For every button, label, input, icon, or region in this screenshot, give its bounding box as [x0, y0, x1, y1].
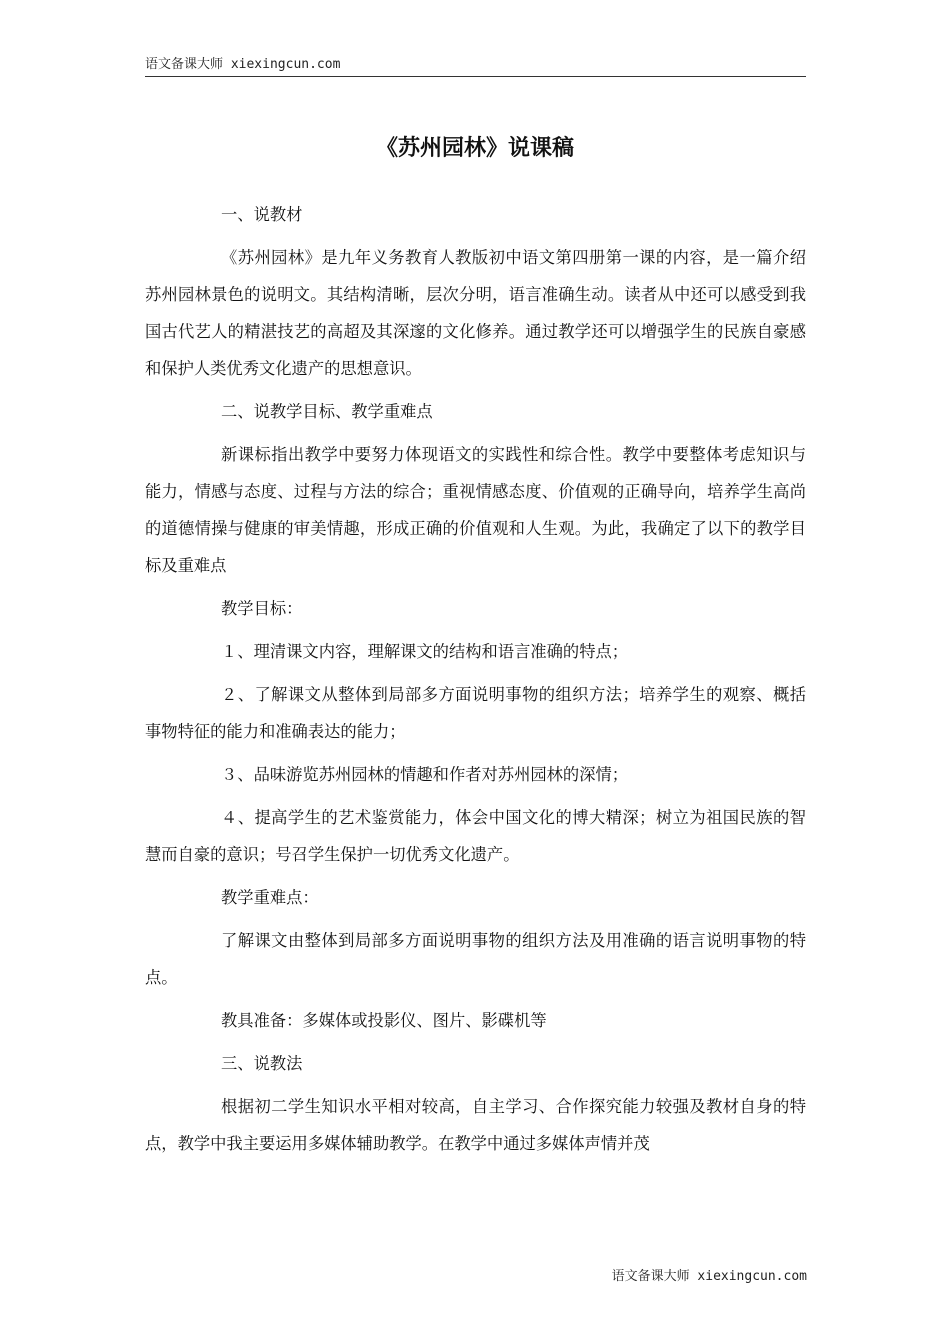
paragraph-textbook: 《苏州园林》是九年义务教育人教版初中语文第四册第一课的内容，是一篇介绍苏州园林景色的说明文。其结构清晰，层次分明，语言准确生动。读者从中还可以感受到我国古代艺人的精湛技艺的高超及其深邃的文化修养。通过教学还可以增强学生的民族自豪感和保护人类优秀文化遗产的思想意识。 [145, 248, 806, 378]
paragraph-key-difficulties: 了解课文由整体到局部多方面说明事物的组织方法及用准确的语言说明事物的特点。 [145, 931, 806, 987]
section-heading-objectives: 二、说教学目标、教学重难点 [221, 402, 433, 421]
page-header: 语文备课大师 xiexingcun.com [145, 56, 806, 77]
document-title: 《苏州园林》说课稿 [375, 136, 574, 161]
paragraph-objectives-intro: 新课标指出教学中要努力体现语文的实践性和综合性。教学中要整体考虑知识与能力，情感与态度、过程与方法的综合；重视情感态度、价值观的正确导向，培养学生高尚的道德情操与健康的审美情趣，形成正确的价值观和人生观。为此，我确定了以下的教学目标及重难点 [145, 445, 806, 575]
paragraph-teaching-aids: 教具准备：多媒体或投影仪、图片、影碟机等 [221, 1011, 547, 1030]
objective-item-1: １、理清课文内容，理解课文的结构和语言准确的特点； [221, 642, 629, 661]
section-heading-textbook: 一、说教材 [221, 205, 303, 224]
document-body [145, 196, 806, 1168]
subheading-teaching-objectives: 教学目标： [221, 599, 303, 618]
objective-item-2: ２、了解课文从整体到局部多方面说明事物的组织方法；培养学生的观察、概括事物特征的能力和准确表达的能力； [145, 685, 806, 741]
section-heading-methods: 三、说教法 [221, 1054, 303, 1073]
subheading-key-difficulties: 教学重难点： [221, 888, 319, 907]
objective-item-3: ３、品味游览苏州园林的情趣和作者对苏州园林的深情； [221, 765, 629, 784]
objective-item-4: ４、提高学生的艺术鉴赏能力，体会中国文化的博大精深；树立为祖国民族的智慧而自豪的意识；号召学生保护一切优秀文化遗产。 [145, 808, 806, 864]
paragraph-methods: 根据初二学生知识水平相对较高，自主学习、合作探究能力较强及教材自身的特点，教学中我主要运用多媒体辅助教学。在教学中通过多媒体声情并茂 [145, 1097, 806, 1153]
page-footer: 语文备课大师 xiexingcun.com [611, 1269, 807, 1284]
